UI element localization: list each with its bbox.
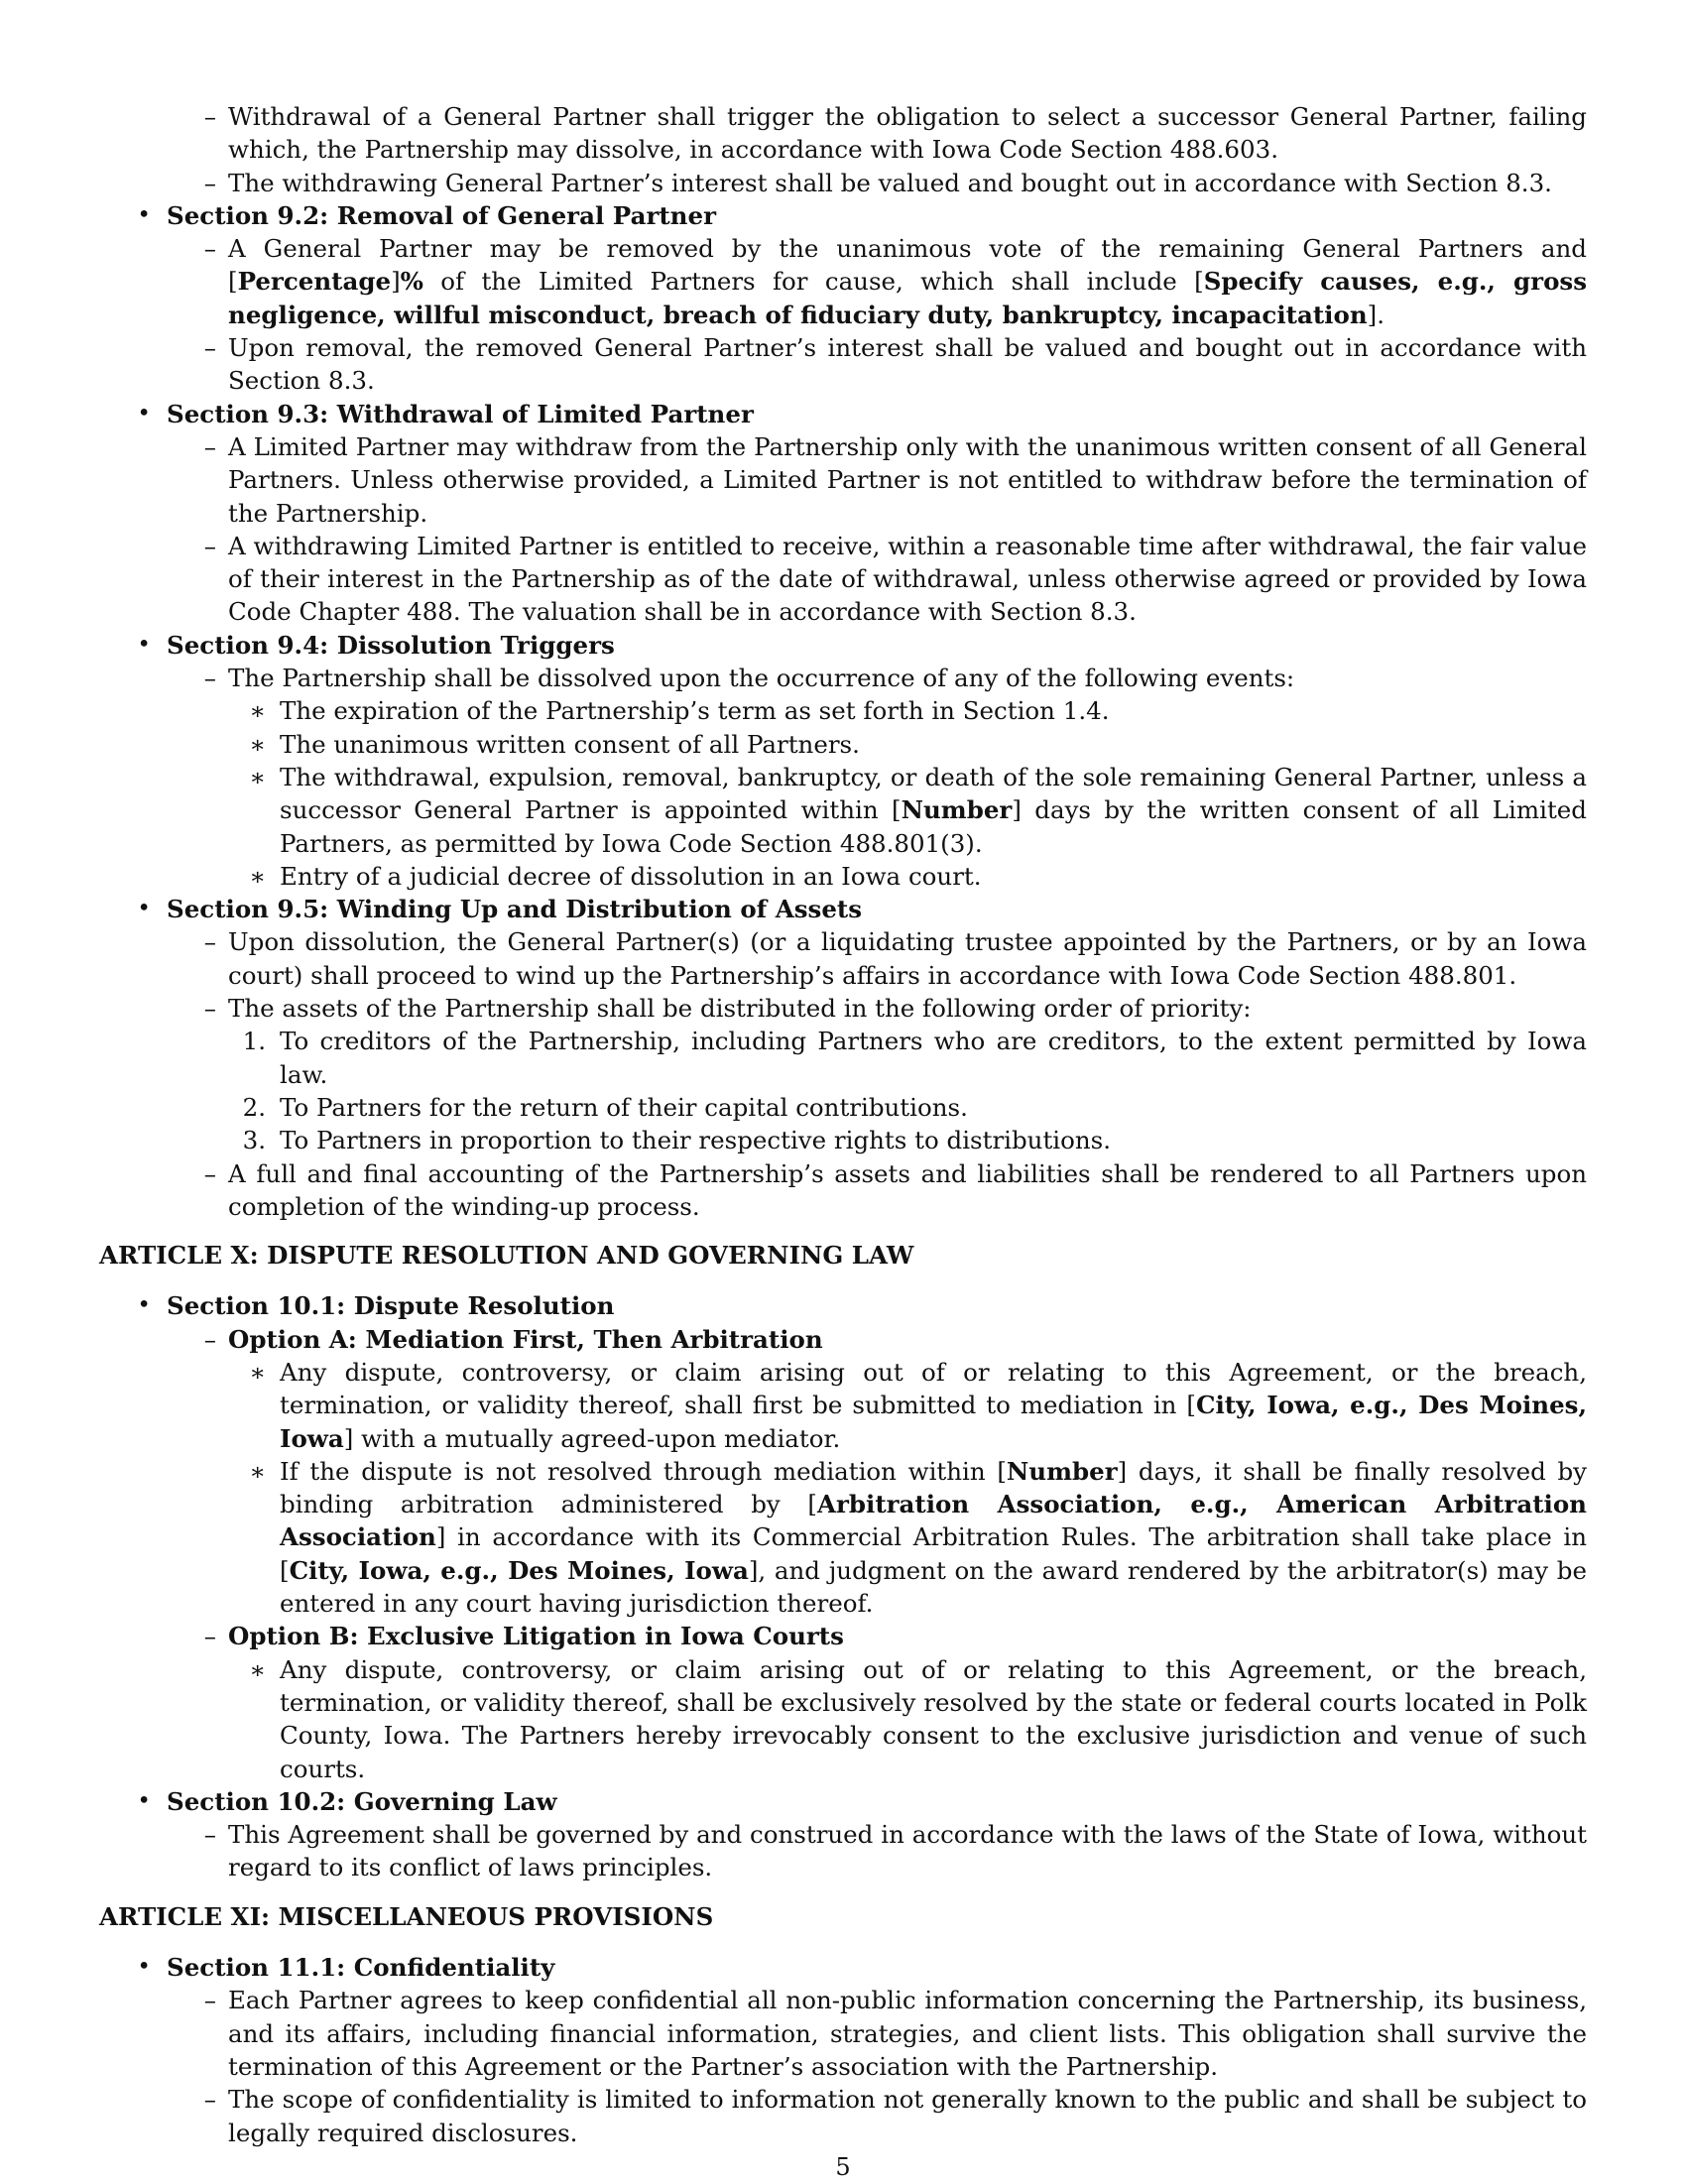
list-item: ∗ Entry of a judicial decree of dissolution in an Iowa court. bbox=[99, 860, 1587, 893]
list-item: – The withdrawing General Partner’s interest shall be valued and bought out in accordance with Section 8.3. bbox=[99, 167, 1587, 199]
dash-marker: – bbox=[203, 1158, 216, 1188]
list-item: – A General Partner may be removed by the unanimous vote of the remaining General Partners and [Percentage]% of the Limited Partners for cause, which shall include [Specify causes, e.g., gross negligence, willful misconduct, breach of fiduciary duty, bankruptcy, incapacitation]. bbox=[99, 232, 1587, 331]
bullet-marker: • bbox=[137, 400, 151, 426]
number-marker: 3. bbox=[242, 1126, 266, 1155]
list-item: – The Partnership shall be dissolved upon the occurrence of any of the following events: bbox=[99, 662, 1587, 694]
star-marker: ∗ bbox=[249, 762, 266, 791]
dash-marker: – bbox=[203, 2085, 216, 2115]
dash-marker: – bbox=[203, 333, 216, 363]
list-item: ∗ Any dispute, controversy, or claim arising out of or relating to this Agreement, or the breach, termination, or validity thereof, shall first be submitted to mediation in [City, Iowa, e.g., Des Moines, Iowa] with a mutually agreed-upon mediator. bbox=[99, 1356, 1587, 1455]
list-item: ∗ If the dispute is not resolved through mediation within [Number] days, it shall be finally resolved by binding arbitration administered by [Arbitration Association, e.g., American Arbitration Association] in accordance with its Commercial Arbitration Rules. The arbitration shall take place in [City, Iowa, e.g., Des Moines, Iowa], and judgment on the award rendered by the arbitrator(s) may be entered in any court having jurisdiction thereof. bbox=[99, 1455, 1587, 1620]
list-item: ∗ The expiration of the Partnership’s term as set forth in Section 1.4. bbox=[99, 694, 1587, 727]
section-heading: • Section 9.3: Withdrawal of Limited Partner bbox=[99, 398, 1587, 430]
dash-marker: – bbox=[203, 531, 216, 560]
star-marker: ∗ bbox=[249, 729, 266, 759]
section-heading: • Section 9.4: Dissolution Triggers bbox=[99, 629, 1587, 662]
bullet-marker: • bbox=[137, 1787, 151, 1814]
section-heading: • Section 11.1: Confidentiality bbox=[99, 1951, 1587, 1984]
dash-marker: – bbox=[203, 1986, 216, 2015]
bullet-marker: • bbox=[137, 1954, 151, 1981]
dash-marker: – bbox=[203, 1324, 216, 1354]
star-marker: ∗ bbox=[249, 1456, 266, 1486]
list-item: – Each Partner agrees to keep confidential all non-public information concerning the Partnership, its business, and its affairs, including financial information, strategies, and client lists. This obligation shall survive the termination of this Agreement or the Partner’s association with the Partnership. bbox=[99, 1984, 1587, 2083]
numbered-item: 2. To Partners for the return of their capital contributions. bbox=[99, 1091, 1587, 1124]
list-item: – Withdrawal of a General Partner shall trigger the obligation to select a successor General Partner, failing which, the Partnership may dissolve, in accordance with Iowa Code Section 488.603. bbox=[99, 100, 1587, 167]
dash-marker: – bbox=[203, 168, 216, 197]
list-item: ∗ The withdrawal, expulsion, removal, bankruptcy, or death of the sole remaining General Partner, unless a successor General Partner is appointed within [Number] days by the written consent of all Limited Partners, as permitted by Iowa Code Section 488.801(3). bbox=[99, 761, 1587, 860]
dash-marker: – bbox=[203, 234, 216, 264]
dash-marker: – bbox=[203, 1820, 216, 1850]
number-marker: 1. bbox=[242, 1027, 266, 1056]
number-marker: 2. bbox=[242, 1092, 266, 1122]
star-marker: ∗ bbox=[249, 1654, 266, 1684]
option-heading: – Option A: Mediation First, Then Arbitration bbox=[99, 1323, 1587, 1356]
list-item: – Upon dissolution, the General Partner(s) (or a liquidating trustee appointed by the Partners, or by an Iowa court) shall proceed to wind up the Partnership’s affairs in accordance with Iowa Code Section 488.801. bbox=[99, 925, 1587, 992]
bullet-marker: • bbox=[137, 1292, 151, 1319]
numbered-item: 3. To Partners in proportion to their respective rights to distributions. bbox=[99, 1124, 1587, 1156]
article-x-list bbox=[99, 1289, 1587, 1883]
list-item: – A Limited Partner may withdraw from the Partnership only with the unanimous written consent of all General Partners. Unless otherwise provided, a Limited Partner is not entitled to withdraw before the termination of the Partnership. bbox=[99, 430, 1587, 530]
list-item: – A withdrawing Limited Partner is entitled to receive, within a reasonable time after withdrawal, the fair value of their interest in the Partnership as of the date of withdrawal, unless otherwise agreed or provided by Iowa Code Chapter 488. The valuation shall be in accordance with Section 8.3. bbox=[99, 530, 1587, 629]
document-page bbox=[99, 100, 1587, 2149]
option-heading: – Option B: Exclusive Litigation in Iowa Courts bbox=[99, 1620, 1587, 1652]
bullet-marker: • bbox=[137, 631, 151, 658]
article-x-heading: ARTICLE X: DISPUTE RESOLUTION AND GOVERNING LAW bbox=[99, 1241, 914, 1271]
dash-marker: – bbox=[203, 431, 216, 461]
dash-marker: – bbox=[203, 994, 216, 1024]
article-xi-list bbox=[99, 1951, 1587, 2149]
list-item: – The scope of confidentiality is limited to information not generally known to the public and shall be subject to legally required disclosures. bbox=[99, 2083, 1587, 2149]
list-item: – A full and final accounting of the Partnership’s assets and liabilities shall be rendered to all Partners upon completion of the winding-up process. bbox=[99, 1157, 1587, 1224]
list-item: – Upon removal, the removed General Partner’s interest shall be valued and bought out in accordance with Section 8.3. bbox=[99, 331, 1587, 398]
star-marker: ∗ bbox=[249, 696, 266, 726]
list-item: ∗ Any dispute, controversy, or claim arising out of or relating to this Agreement, or the breach, termination, or validity thereof, shall be exclusively resolved by the state or federal courts located in Polk County, Iowa. The Partners hereby irrevocably consent to the exclusive jurisdiction and venue of such courts. bbox=[99, 1653, 1587, 1785]
dash-marker: – bbox=[203, 927, 216, 957]
numbered-item: 1. To creditors of the Partnership, including Partners who are creditors, to the extent permitted by Iowa law. bbox=[99, 1025, 1587, 1091]
section-heading: • Section 10.1: Dispute Resolution bbox=[99, 1289, 1587, 1322]
list-item: – The assets of the Partnership shall be distributed in the following order of priority: bbox=[99, 992, 1587, 1025]
section-heading: • Section 9.5: Winding Up and Distribution of Assets bbox=[99, 893, 1587, 925]
star-marker: ∗ bbox=[249, 861, 266, 891]
star-marker: ∗ bbox=[249, 1357, 266, 1387]
dash-marker: – bbox=[203, 1622, 216, 1651]
section-heading: • Section 9.2: Removal of General Partner bbox=[99, 199, 1587, 232]
dash-marker: – bbox=[203, 102, 216, 131]
bullet-marker: • bbox=[137, 201, 151, 228]
list-item: ∗ The unanimous written consent of all Partners. bbox=[99, 728, 1587, 761]
list-item: – This Agreement shall be governed by and construed in accordance with the laws of the State of Iowa, without regard to its conflict of laws principles. bbox=[99, 1818, 1587, 1884]
section-heading: • Section 10.2: Governing Law bbox=[99, 1785, 1587, 1818]
article-ix-list bbox=[99, 100, 1587, 1223]
page-number: 5 bbox=[835, 2153, 851, 2181]
dash-marker: – bbox=[203, 664, 216, 693]
bullet-marker: • bbox=[137, 896, 151, 922]
article-xi-heading: ARTICLE XI: MISCELLANEOUS PROVISIONS bbox=[99, 1901, 714, 1931]
